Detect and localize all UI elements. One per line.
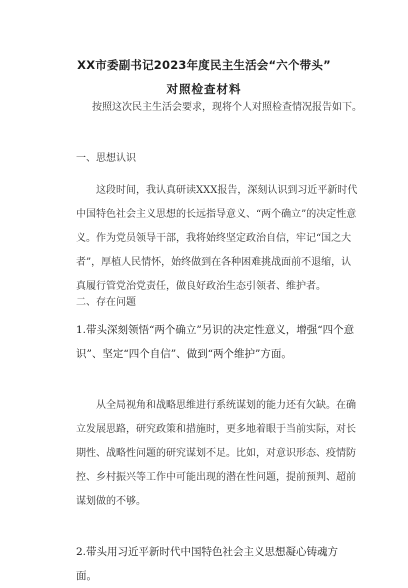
document-subtitle: 对照检查材料 (166, 82, 242, 96)
section-heading-thoughts: 一、思想认识 (76, 153, 136, 164)
document-title: XX市委副书记2023年度民主生活会“六个带头” (77, 58, 331, 72)
problem-item-1: 1.带头深刻领悟“两个确立”另识的决定性意义，增强“四个意识”、坚定“四个自信”、做到“两个维护”方面。 (76, 324, 355, 360)
problem-item-2: 2.带头用习近平新时代中国特色社会主义思想凝心铸魂方面。 (76, 546, 339, 582)
problem-paragraph: 从全局视角和战略思维进行系统谋划的能力还有欠缺。在确立发展思路，研究政策和措施时，更多地着眼于当前实际，对长期性、战略性问题的研究谋划不足。比如，对意识形态、疫情防控、乡村振兴等工作中可能出现的潜在性问题，提前预判、超前谋划做的不够。 (76, 400, 356, 507)
section-heading-problems: 二、存在问题 (76, 297, 136, 308)
section-paragraph-thoughts: 这段时间，我认真研读XXX报告，深刻认识到习近平新时代中国特色社会主义思想的长远指导意义、“两个确立”的决定性意义。作为党员领导干部，我将始终坚定政治自信，牢记“国之大者”，厚植人民情怀，始终做到在各种困难挑战面前不退缩，认真履行管党治党责任，做良好政治生态引领者、维护者。 (76, 185, 358, 292)
title-block (0, 58, 408, 96)
intro-paragraph: 按照这次民主生活会要求，现将个人对照检查情况报告如下。 (92, 102, 362, 113)
